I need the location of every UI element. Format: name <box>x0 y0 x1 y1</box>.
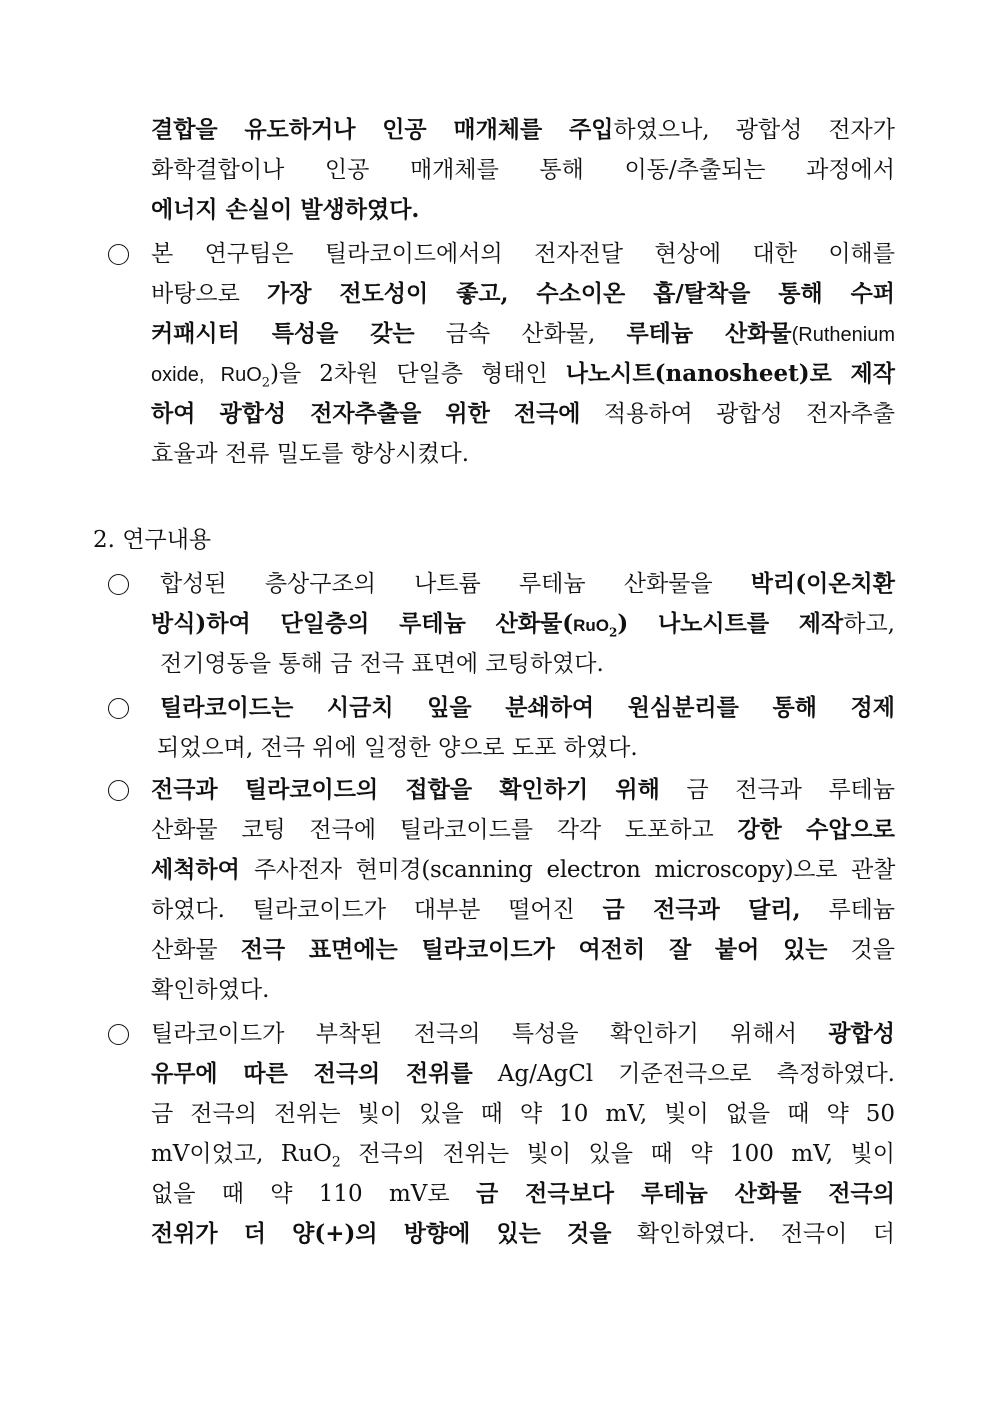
bold-run: 커패시터 특성을 갖는 <box>151 320 415 347</box>
bold-run: 강한 수압으로 <box>737 816 895 843</box>
text-line <box>151 1139 895 1178</box>
text-line <box>151 279 895 309</box>
text-run: 것을 <box>827 937 895 963</box>
bold-run: 방식)하여 단일층의 루테늄 산화물( <box>151 610 574 637</box>
text-run: 적용하여 광합성 전자추출 <box>580 401 895 427</box>
text-line <box>151 1179 895 1209</box>
text-run: mV이었고, RuO <box>151 1141 332 1167</box>
text-run: 하고, <box>843 611 895 637</box>
text-run: 하였다. 틸라코이드가 대부분 떨어진 <box>151 897 603 923</box>
text-line <box>151 359 895 399</box>
bold-run: 광합성 <box>828 1020 895 1047</box>
text-run: oxide, RuO <box>151 364 262 386</box>
text-line: 에너지 손실이 발생하였다. <box>151 196 420 223</box>
bold-run: 금 전극과 달리, <box>602 896 801 923</box>
bold-run: 하여 광합성 전자추출을 위한 전극에 <box>151 400 581 427</box>
text-line <box>151 1059 895 1089</box>
bold-run: 루테늄 산화물 <box>626 320 792 347</box>
text-run: 루테늄 <box>800 897 895 923</box>
subscript: 2 <box>331 1154 341 1171</box>
text-run: Ag/AgCl 기준전극으로 측정하였다. <box>472 1061 895 1087</box>
text-run: 없을 때 약 110 mV로 <box>151 1181 476 1207</box>
bold-run: 결합을 유도하거나 인공 매개체를 주입 <box>151 116 614 143</box>
text-run: 확인하였다. 전극이 더 <box>611 1221 895 1247</box>
text-run: 틸라코이드가 부착된 전극의 특성을 확인하기 위해서 <box>151 1021 829 1047</box>
text-line: 되었으며, 전극 위에 일정한 양으로 도포 하였다. <box>157 735 638 761</box>
subscript: 2 <box>261 375 271 391</box>
text-line <box>151 1019 895 1049</box>
text-line: 틸라코이드는 시금치 잎을 분쇄하여 원심분리를 통해 정제 <box>160 694 895 721</box>
text-line <box>151 775 895 805</box>
text-line: 전기영동을 통해 금 전극 표면에 코팅하였다. <box>160 651 604 677</box>
bold-run: 전극 표면에는 틸라코이드가 여전히 잘 붙어 있는 <box>240 936 828 963</box>
text-run: 합성된 층상구조의 나트륨 루테늄 산화물을 <box>160 571 751 597</box>
bold-run: 전위가 더 양(+)의 방향에 있는 것을 <box>151 1220 612 1247</box>
circle-bullet-icon <box>108 574 129 595</box>
text-run: 하였으나, 광합성 전자가 <box>613 117 895 143</box>
text-line <box>151 895 895 925</box>
bold-run: ) 나노시트를 제작 <box>617 610 844 637</box>
text-run: )을 2차원 단일층 형태인 <box>270 361 566 387</box>
text-line: 확인하였다. <box>151 977 270 1003</box>
text-line <box>151 855 895 885</box>
bold-run: 가장 전도성이 좋고, 수소이온 흡/탈착을 통해 수퍼 <box>267 280 896 307</box>
text-run: 전극의 전위는 빛이 있을 때 약 100 mV, 빛이 <box>340 1141 895 1167</box>
text-line <box>151 319 895 350</box>
text-run: 금 전극과 루테늄 <box>659 777 895 803</box>
bold-run: 박리(이온치환 <box>750 570 895 597</box>
subscript: 2 <box>608 625 618 640</box>
text-run: 바탕으로 <box>151 281 268 307</box>
section-heading: 2. 연구내용 <box>93 527 212 553</box>
text-run: 산화물 코팅 전극에 틸라코이드를 각각 도포하고 <box>151 817 738 843</box>
text-line <box>151 815 895 845</box>
text-line <box>151 399 895 429</box>
bold-run: 나노시트(nanosheet)로 제작 <box>565 360 895 387</box>
bold-run: 금 전극보다 루테늄 산화물 전극의 <box>475 1180 895 1207</box>
bold-run: RuO <box>573 616 609 635</box>
text-line <box>160 569 895 599</box>
text-run: 산화물 <box>151 937 241 963</box>
bold-run: 전극과 틸라코이드의 접합을 확인하기 위해 <box>151 776 660 803</box>
text-line <box>151 115 895 145</box>
bold-run: 유무에 따른 전극의 전위를 <box>151 1060 473 1087</box>
text-line: 본 연구팀은 틸라코이드에서의 전자전달 현상에 대한 이해를 <box>151 241 895 267</box>
circle-bullet-icon <box>108 1024 129 1045</box>
text-run: (Ruthenium <box>791 324 895 346</box>
text-line <box>151 609 895 648</box>
text-line: 금 전극의 전위는 빛이 있을 때 약 10 mV, 빛이 없을 때 약 50 <box>151 1101 895 1127</box>
text-run: 주사전자 현미경(scanning electron microscopy)으로 관찰 <box>239 857 895 883</box>
text-run: 금속 산화물, <box>414 321 627 347</box>
text-line: 화학결합이나 인공 매개체를 통해 이동/추출되는 과정에서 <box>151 157 895 183</box>
circle-bullet-icon <box>108 780 129 801</box>
circle-bullet-icon <box>108 244 129 265</box>
circle-bullet-icon <box>108 698 129 719</box>
text-line <box>151 1219 895 1249</box>
bold-run: 세척하여 <box>151 856 240 883</box>
text-line: 효율과 전류 밀도를 향상시켰다. <box>151 441 470 467</box>
text-line <box>151 935 895 965</box>
